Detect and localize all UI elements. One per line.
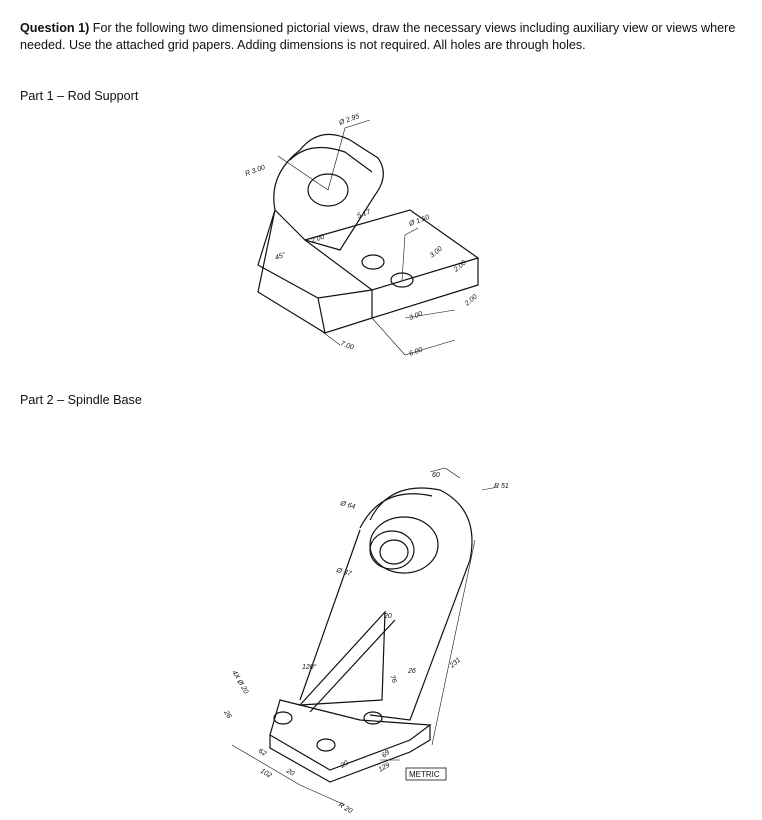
dim-rod-d1: Ø 2.95 (338, 113, 361, 127)
part1-title: Part 1 – Rod Support (20, 89, 139, 103)
dim-spindle-d15: 20 (339, 759, 350, 770)
dim-rod-d11: 7.00 (339, 340, 355, 352)
question-instructions: For the following two dimensioned pictorial views, draw the necessary views including auxiliary view or views where needed. Use the attached grid papers. Adding dimensions is not required. All holes are through holes. (20, 21, 736, 52)
dim-rod-d9: 2.00 (463, 293, 479, 308)
dim-spindle-d2: R 51 (494, 483, 509, 490)
dim-rod-d2: R 3.00 (244, 164, 267, 178)
dim-spindle-d7: 4X Ø 20 (230, 669, 250, 696)
dim-spindle-d5: 20 (384, 613, 392, 620)
dim-spindle-d18: R 20 (337, 801, 354, 816)
dim-rod-d5: 2.00 (310, 233, 326, 245)
dim-spindle-d17: 129 (377, 761, 392, 774)
dim-spindle-d16: 69 (380, 749, 392, 760)
dim-spindle-d1: 60 (432, 472, 440, 479)
dim-rod-d8: 2.00 (452, 259, 468, 274)
dim-rod-d10: 3.00 (408, 310, 424, 322)
dim-spindle-d14: 20 (285, 767, 296, 778)
dim-spindle-d6: 120° (302, 664, 317, 671)
dim-rod-d6: 45° (274, 251, 287, 262)
question-number: Question 1) (20, 21, 90, 35)
dim-spindle-d10: 231 (448, 656, 463, 670)
dim-rod-d4: Ø 1.50 (408, 214, 431, 228)
metric-label: METRIC (409, 770, 440, 779)
dim-spindle-d12: 62 (257, 747, 268, 758)
dim-spindle-d9: 26 (408, 668, 416, 675)
dim-spindle-d3: Ø 64 (339, 500, 356, 511)
dim-spindle-d13: 102 (259, 767, 273, 780)
dim-spindle-d11: 26 (222, 709, 233, 720)
dim-rod-d7: 3.00 (428, 245, 444, 260)
dim-rod-d12: 6.00 (408, 346, 424, 358)
dim-rod-d3: 5.17 (356, 208, 372, 220)
dim-spindle-d4: Ø 37 (335, 567, 352, 578)
dim-spindle-d8: 76 (388, 674, 398, 685)
part2-title: Part 2 – Spindle Base (20, 393, 142, 407)
